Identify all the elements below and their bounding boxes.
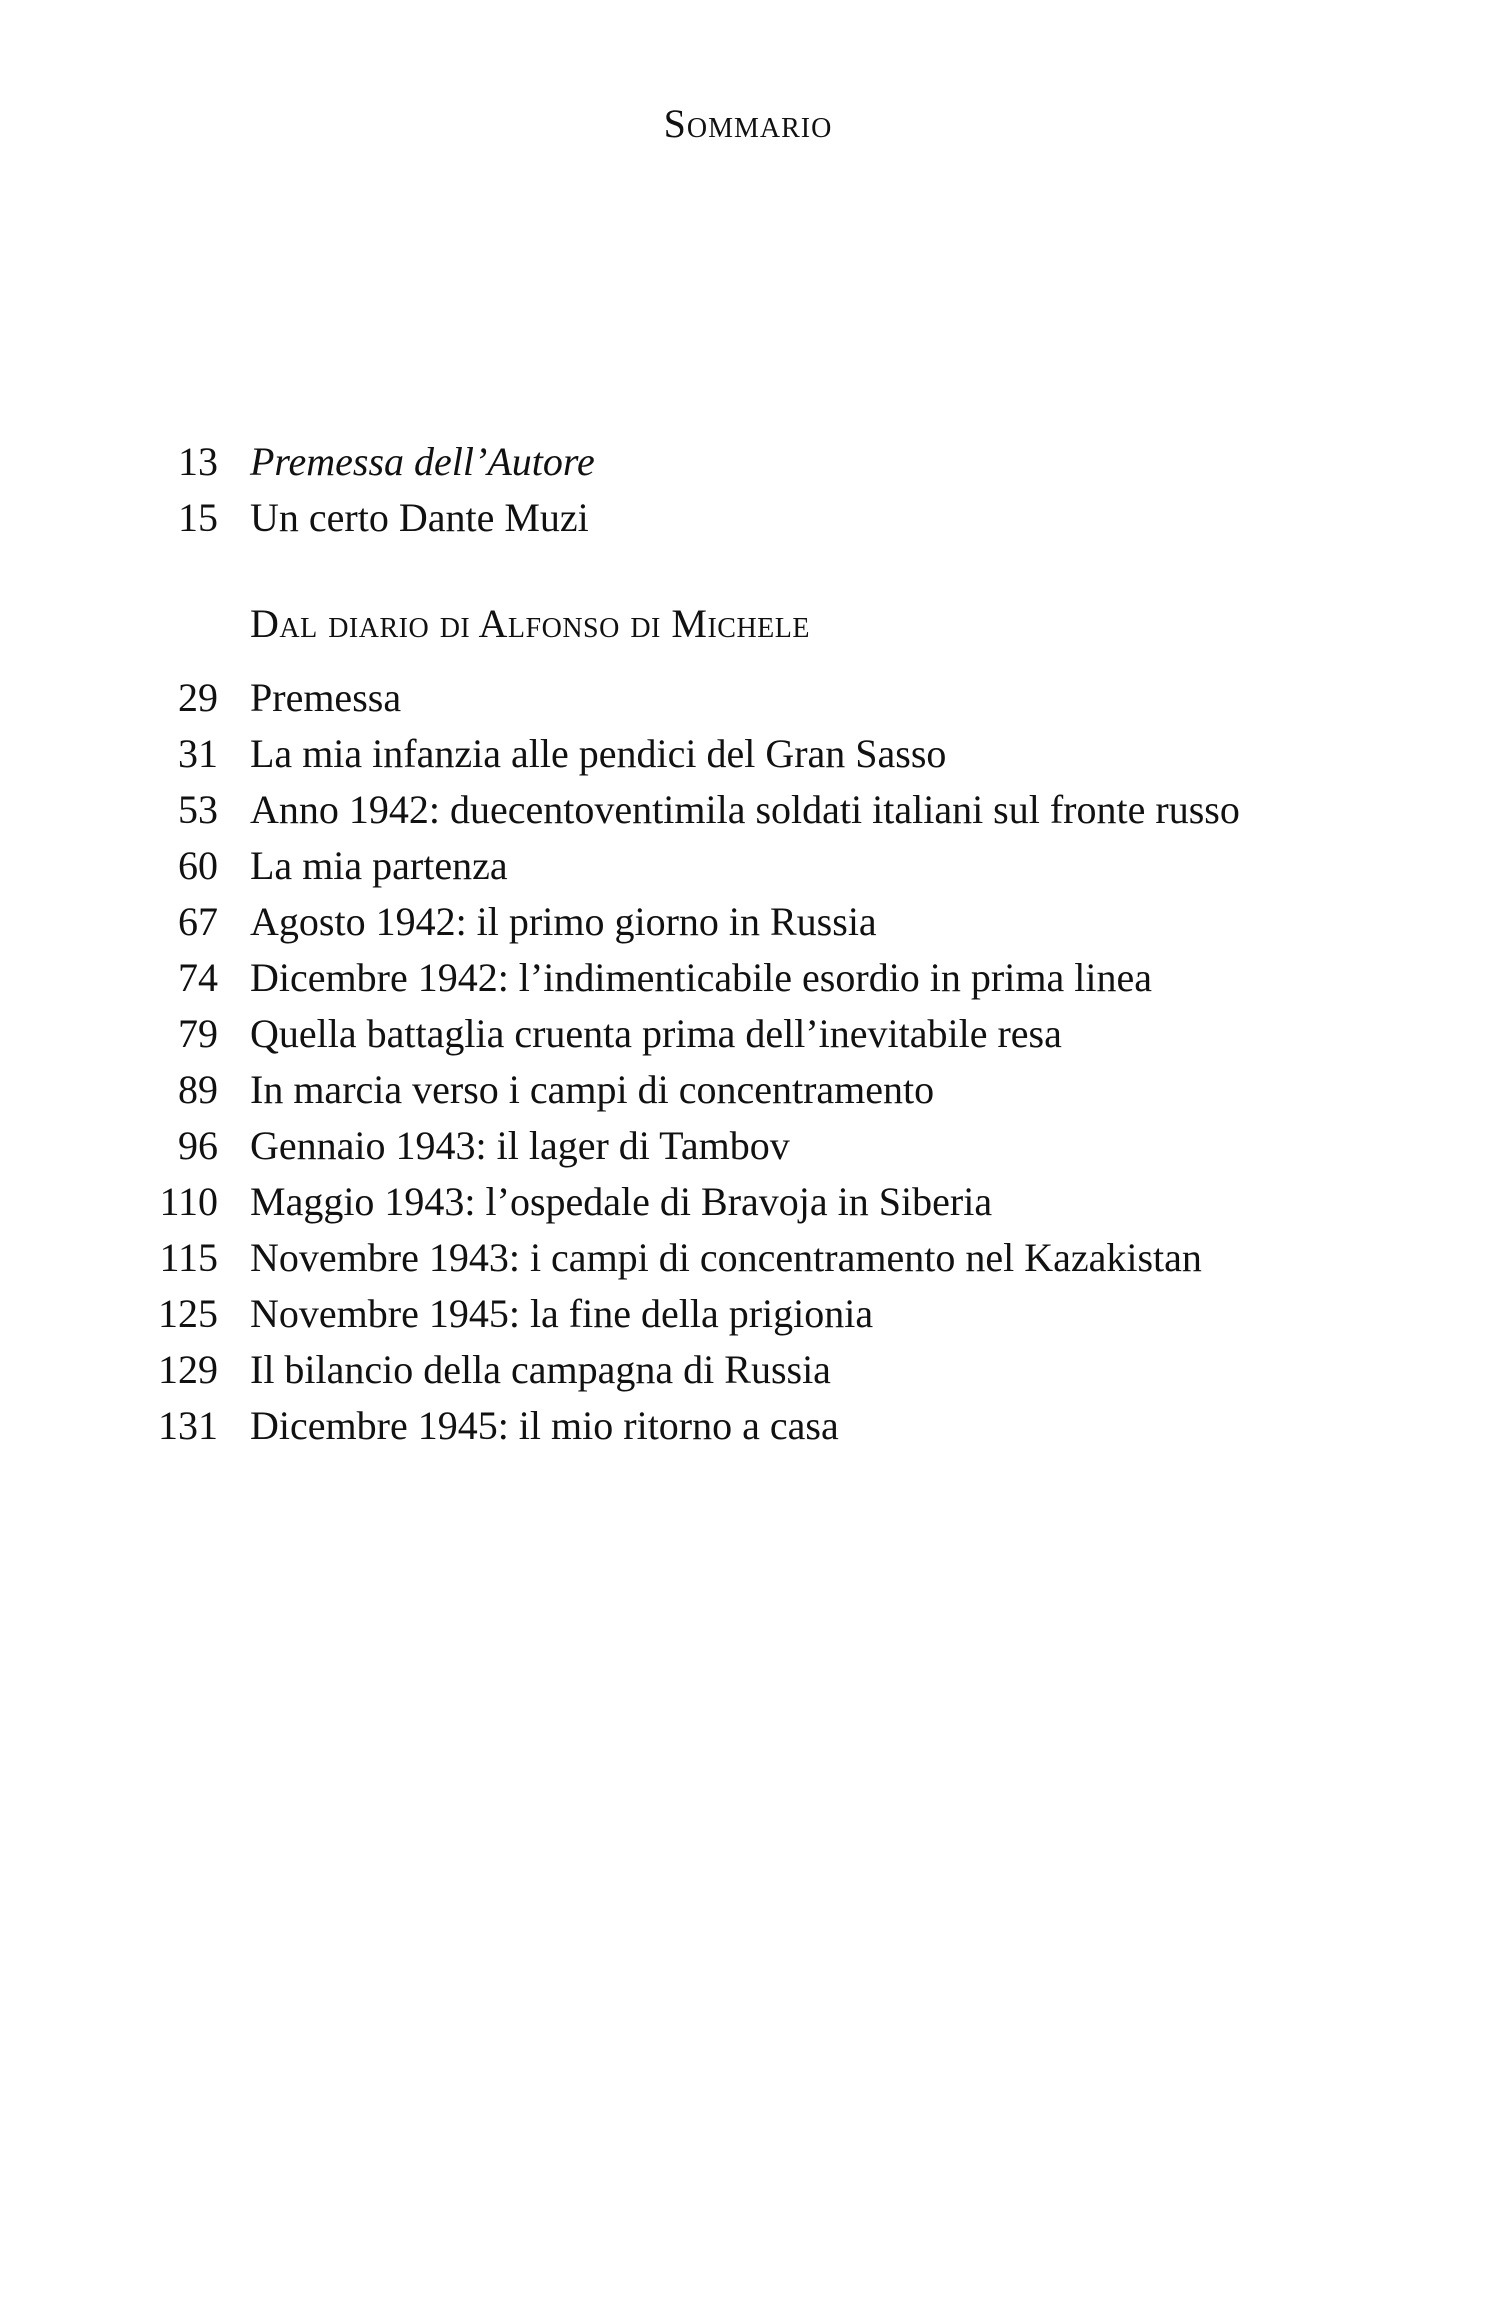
toc-entry <box>0 782 1496 838</box>
toc-entry <box>0 726 1496 782</box>
toc-entry-title: Novembre 1945: la fine della prigionia <box>250 1291 874 1336</box>
toc-entry <box>0 1342 1496 1398</box>
toc-entry <box>0 1174 1496 1230</box>
toc-entry-title: Novembre 1943: i campi di concentramento nel Kazakistan <box>250 1235 1202 1280</box>
toc-entry-title: Un certo Dante Muzi <box>250 495 589 540</box>
toc-entry-title: Premessa dell’Autore <box>250 439 595 484</box>
toc-page-number: 125 <box>158 1291 218 1336</box>
toc-entry <box>0 670 1496 726</box>
toc-section-entries <box>0 670 1496 1454</box>
toc-entry-title: Gennaio 1943: il lager di Tambov <box>250 1123 790 1168</box>
page-title: Sommario <box>663 101 833 146</box>
toc-front-matter <box>0 434 1496 546</box>
toc-page-number: 131 <box>158 1403 218 1448</box>
toc-entry <box>0 1398 1496 1454</box>
toc-page-number: 53 <box>178 787 218 832</box>
toc-page-number: 31 <box>178 731 218 776</box>
toc-page-number: 110 <box>159 1179 218 1224</box>
toc-entry-title: Dicembre 1945: il mio ritorno a casa <box>250 1403 839 1448</box>
section-heading: Dal diario di Alfonso di Michele <box>250 601 810 646</box>
toc-entry-title: La mia partenza <box>250 843 508 888</box>
toc-page-number: 115 <box>159 1235 218 1280</box>
toc-entry-title: Il bilancio della campagna di Russia <box>250 1347 831 1392</box>
toc-entry <box>0 1062 1496 1118</box>
toc-entry-title: Anno 1942: duecentoventimila soldati italiani sul fronte russo <box>250 787 1240 832</box>
toc-entry-title: Maggio 1943: l’ospedale di Bravoja in Siberia <box>250 1179 993 1224</box>
toc-entry <box>0 1286 1496 1342</box>
toc-page-number: 74 <box>178 955 218 1000</box>
toc-entry-title: Agosto 1942: il primo giorno in Russia <box>250 899 877 944</box>
toc-page-number: 60 <box>178 843 218 888</box>
toc-entry-title: Dicembre 1942: l’indimenticabile esordio in prima linea <box>250 955 1152 1000</box>
toc-entry-title: La mia infanzia alle pendici del Gran Sasso <box>250 731 947 776</box>
toc-page-number: 79 <box>178 1011 218 1056</box>
toc-entry-title: In marcia verso i campi di concentramento <box>250 1067 935 1112</box>
toc-entry <box>0 950 1496 1006</box>
toc-page-number: 96 <box>178 1123 218 1168</box>
toc-page-number: 67 <box>178 899 218 944</box>
toc-entry <box>0 1230 1496 1286</box>
toc-page-number: 89 <box>178 1067 218 1112</box>
toc-page-number: 15 <box>178 495 218 540</box>
toc-entry <box>0 838 1496 894</box>
toc-entry-title: Quella battaglia cruenta prima dell’inevitabile resa <box>250 1011 1062 1056</box>
toc-entry <box>0 894 1496 950</box>
toc-page-number: 29 <box>178 675 218 720</box>
toc-page-number: 13 <box>178 439 218 484</box>
toc-entry <box>0 434 1496 490</box>
toc-entry-title: Premessa <box>250 675 402 720</box>
toc-page-number: 129 <box>158 1347 218 1392</box>
toc-entry <box>0 490 1496 546</box>
toc-entry <box>0 1006 1496 1062</box>
toc-entry <box>0 1118 1496 1174</box>
